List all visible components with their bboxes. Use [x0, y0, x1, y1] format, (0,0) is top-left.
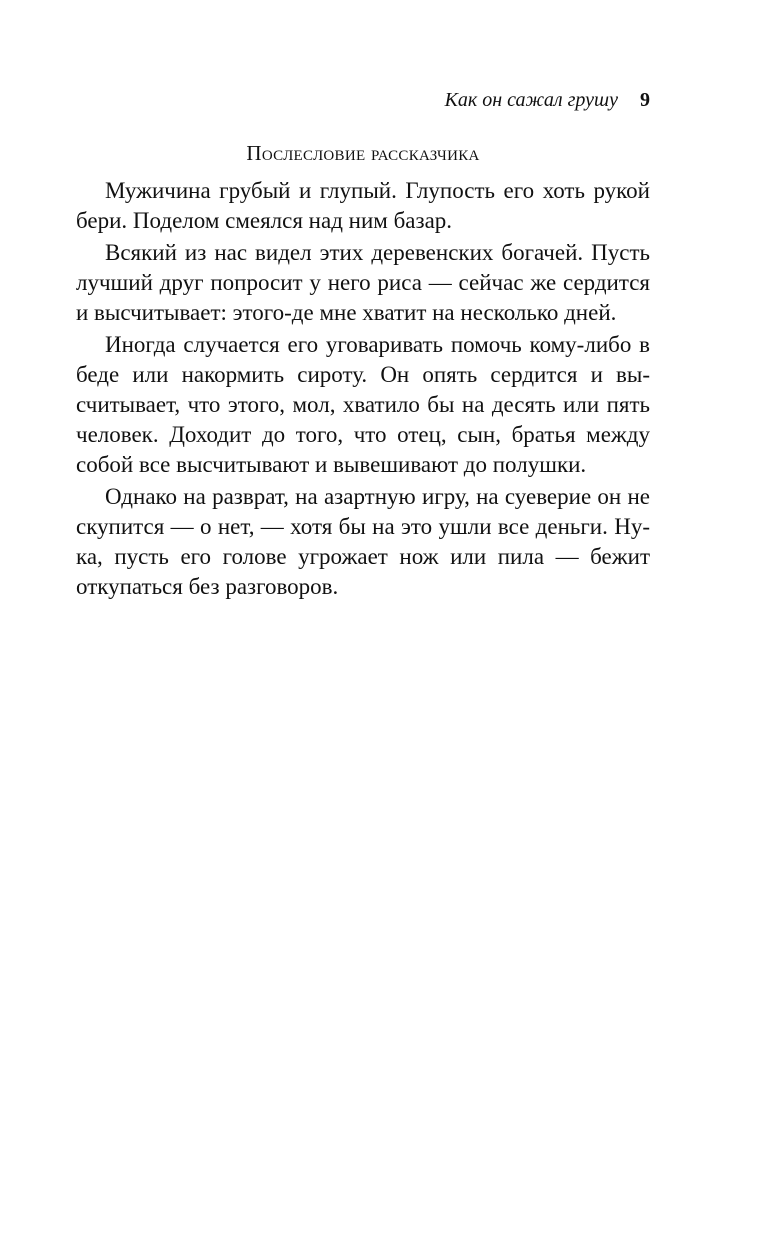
body-text [76, 176, 650, 604]
paragraph: Всякий из нас видел этих деревенских богачей. Пусть лучший друг попросит у него риса — сейчас же сердится и высчитывает: этого-де мне хватит на несколько дней. [76, 240, 650, 325]
paragraph: Мужичина грубый и глупый. Глупость его хоть рукой бери. Поделом смеялся над ним базар. [76, 178, 650, 233]
section-title: Послесловие рассказчика [246, 141, 480, 165]
running-header [0, 88, 650, 112]
paragraph: Однако на разврат, на азартную игру, на суеверие он не скупится — о нет, — хотя бы на это ушли все деньги. Ну-ка, пусть его голове угрожает нож или пила — бежит откупаться без разговоров. [76, 484, 650, 599]
running-title: Как он сажал грушу [444, 89, 618, 111]
paragraph: Иногда случается его уговаривать помочь кому-либо в беде или накормить сироту. Он опять сердится и высчитывает, что этого, мол, хватило бы на десять или пять человек. Доходит до того, что отец, сын, братья между собой все высчитывают и вывешивают до полушки. [76, 332, 650, 477]
page-number: 9 [640, 89, 650, 111]
